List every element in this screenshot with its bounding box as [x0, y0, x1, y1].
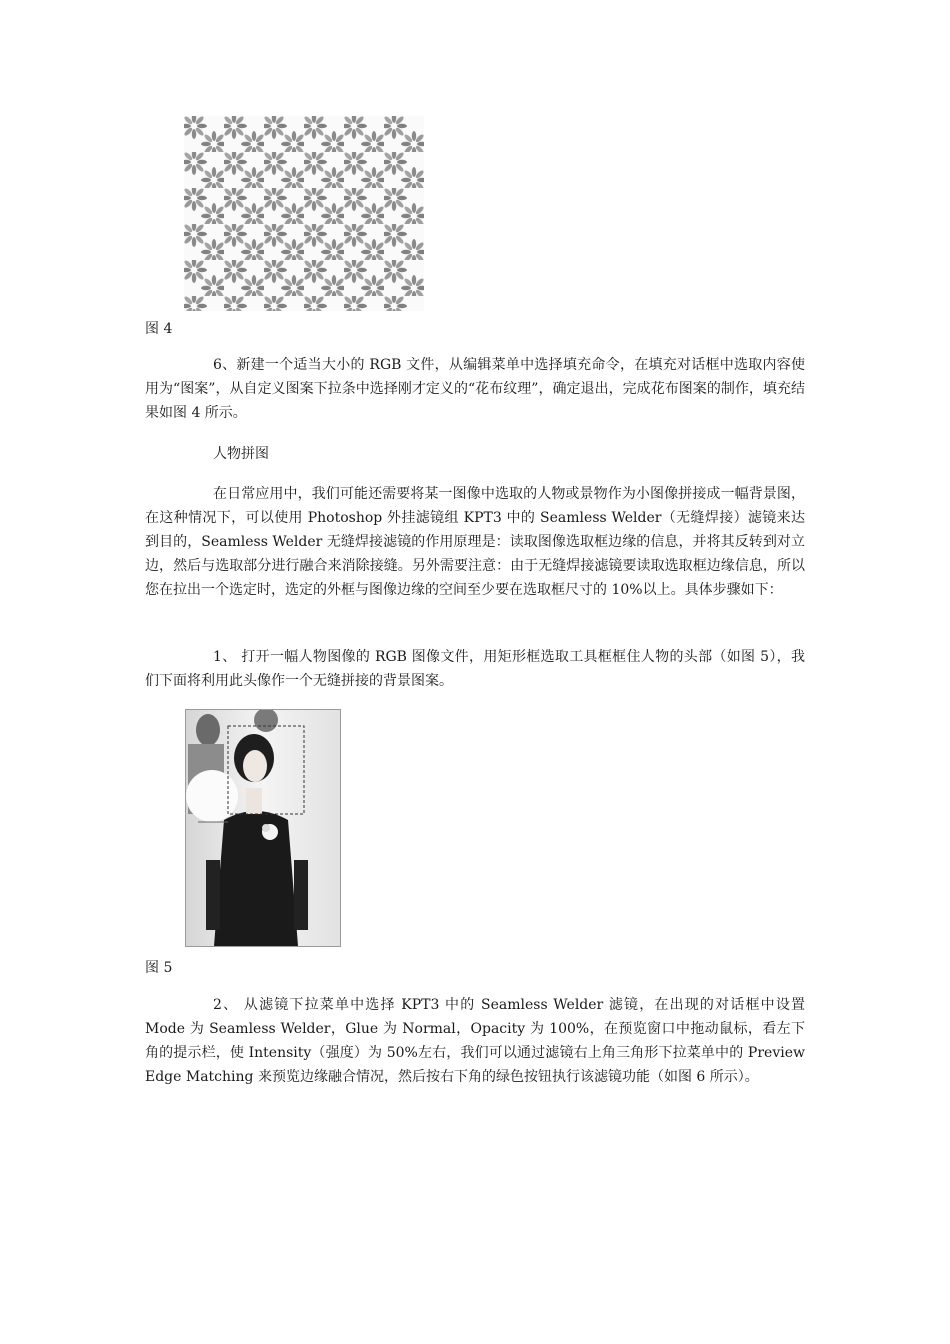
portrait-photo — [185, 709, 341, 947]
intro-paragraph: 在日常应用中，我们可能还需要将某一图像中选取的人物或景物作为小图像拼接成一幅背景图，在这种情况下，可以使用 Photoshop 外挂滤镜组 KPT3 中的 Seamless Welder（无缝焊接）滤镜来达到目的，Seamless Welder 无缝焊接滤镜的作用原理是：读取图像选取框边缘的信息，并将其反转到对立边，然后与选取部分进行融合来消除接缝。另外需要注意：由于无缝焊接滤镜要读取选取框边缘信息，所以您在拉出一个选定时，选定的外框与图像边缘的空间至少要在选取框尺寸的 10%以上。具体步骤如下： — [145, 486, 805, 598]
portrait-graphic — [186, 710, 340, 946]
step-1-paragraph: 1、 打开一幅人物图像的 RGB 图像文件，用矩形框选取工具框框住人物的头部（如图 5），我们下面将利用此头像作一个无缝拼接的背景图案。 — [145, 649, 805, 689]
figure-5-caption: 图 5 — [145, 960, 173, 976]
floral-pattern-image — [184, 116, 424, 311]
step-6-paragraph: 6、新建一个适当大小的 RGB 文件，从编辑菜单中选择填充命令，在填充对话框中选取内容使用为“图案”，从自定义图案下拉条中选择刚才定义的“花布纹理”，确定退出，完成花布图案的制作，填充结果如图 4 所示。 — [145, 357, 805, 421]
section-heading: 人物拼图 — [213, 446, 269, 462]
floral-pattern-graphic — [184, 116, 424, 311]
figure-4-caption: 图 4 — [145, 321, 173, 337]
step-2-paragraph: 2、 从滤镜下拉菜单中选择 KPT3 中的 Seamless Welder 滤镜，在出现的对话框中设置 Mode 为 Seamless Welder，Glue 为 Normal，Opacity 为 100%，在预览窗口中拖动鼠标，看左下角的提示栏，使 Intensity（强度）为 50%左右，我们可以通过滤镜右上角三角形下拉菜单中的 Preview Edge Matching 来预览边缘融合情况，然后按右下角的绿色按钮执行该滤镜功能（如图 6 所示）。 — [145, 997, 805, 1085]
